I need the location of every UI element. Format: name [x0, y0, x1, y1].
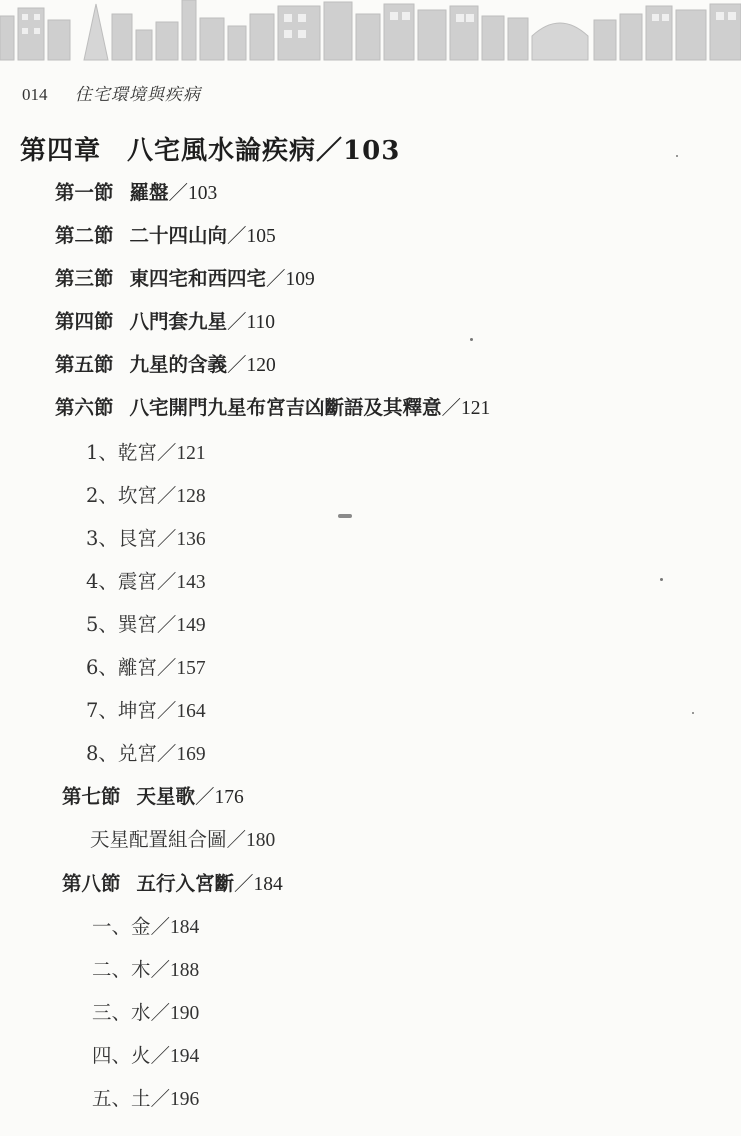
section-label: 第七節 [62, 785, 121, 808]
subitem-page: ／157 [156, 658, 206, 679]
subitem-text: 天星配置組合圖 [90, 828, 227, 851]
section-title: 天星歌 [136, 785, 196, 808]
chapter-label: 第四章 [20, 136, 102, 166]
subitem-page: ／194 [150, 1046, 200, 1067]
section-page: ／121 [441, 398, 491, 419]
subitem-text: 5、巽宮 [86, 613, 157, 636]
section-page: ／176 [195, 787, 244, 808]
section-page: ／184 [234, 874, 283, 895]
subitem-text: 3、艮宮 [86, 527, 157, 550]
scan-speck [676, 155, 678, 157]
toc-section [55, 349, 276, 377]
section-title: 八門套九星 [129, 310, 228, 333]
subitem-text: 2、坎宮 [86, 484, 157, 507]
chapter-title: 八宅風水論疾病 [127, 136, 317, 166]
subitem-page: ／184 [150, 917, 200, 938]
subitem-page: ／188 [150, 960, 200, 981]
toc-section [62, 868, 283, 896]
section-label: 第八節 [62, 872, 121, 895]
subitem-text: 二、木 [92, 958, 151, 981]
section-page: ／105 [227, 226, 276, 247]
toc-subitem [92, 954, 199, 982]
section-page: ／103 [168, 183, 218, 204]
toc-subitem [86, 523, 206, 551]
section-label: 第四節 [55, 310, 114, 333]
toc-subitem [86, 738, 206, 766]
section-page: ／110 [227, 312, 276, 333]
subitem-text: 五、土 [92, 1087, 151, 1110]
subitem-text: 4、震宮 [86, 570, 157, 593]
subitem-page: ／121 [156, 443, 206, 464]
section-label: 第五節 [55, 353, 114, 376]
section-label: 第六節 [55, 396, 114, 419]
section-label: 第二節 [55, 224, 114, 247]
section-page: ／120 [227, 355, 276, 376]
subitem-text: 8、兑宮 [86, 742, 157, 765]
toc-section [55, 392, 490, 420]
toc-section [55, 220, 276, 248]
toc-subitem [92, 911, 199, 939]
section-title: 羅盤 [129, 181, 169, 204]
scan-speck [692, 712, 694, 714]
subitem-page: ／196 [150, 1089, 200, 1110]
section-page: ／109 [266, 269, 315, 290]
section-title: 九星的含義 [129, 353, 228, 376]
subitem-text: 三、水 [92, 1001, 151, 1024]
subitem-text: 四、火 [92, 1044, 151, 1067]
section-title: 二十四山向 [129, 224, 228, 247]
section-label: 第一節 [55, 181, 114, 204]
subitem-page: ／190 [150, 1003, 200, 1024]
scan-speck [470, 338, 473, 341]
subitem-page: ／180 [226, 830, 276, 851]
subitem-page: ／136 [156, 529, 206, 550]
scan-speck [660, 578, 663, 581]
toc-subitem [92, 1040, 199, 1068]
book-title: 住宅環境與疾病 [74, 85, 201, 105]
subitem-text: 一、金 [92, 915, 151, 938]
header-skyline-decoration [0, 0, 741, 62]
toc-subitem [86, 480, 206, 508]
toc-subitem [92, 1083, 199, 1111]
section-title: 東四宅和西四宅 [129, 267, 267, 290]
subitem-page: ／128 [156, 486, 206, 507]
section-title: 八宅開門九星布宮吉凶斷語及其釋意 [129, 396, 442, 419]
toc-subitem [86, 566, 206, 594]
chapter-heading [20, 130, 400, 167]
subitem-text: 6、離宮 [86, 656, 157, 679]
toc-section [55, 177, 217, 205]
toc-subitem [86, 609, 206, 637]
subitem-page: ／149 [156, 615, 206, 636]
toc-subitem [92, 997, 199, 1025]
toc-section [55, 306, 275, 334]
section-title: 五行入宮斷 [136, 872, 235, 895]
toc-subitem [86, 437, 206, 465]
chapter-page: ／103 [316, 136, 401, 166]
scan-mark [338, 514, 352, 518]
subitem-text: 7、坤宮 [86, 699, 157, 722]
page-number: 014 [22, 85, 48, 104]
toc-subitem [90, 824, 275, 852]
toc-subitem [86, 695, 206, 723]
toc-subitem [86, 652, 206, 680]
running-head [22, 80, 201, 105]
section-label: 第三節 [55, 267, 114, 290]
subitem-page: ／143 [156, 572, 206, 593]
toc-section [62, 781, 244, 809]
subitem-page: ／169 [156, 744, 206, 765]
toc-section [55, 263, 315, 291]
subitem-page: ／164 [156, 701, 206, 722]
subitem-text: 1、乾宮 [86, 441, 157, 464]
